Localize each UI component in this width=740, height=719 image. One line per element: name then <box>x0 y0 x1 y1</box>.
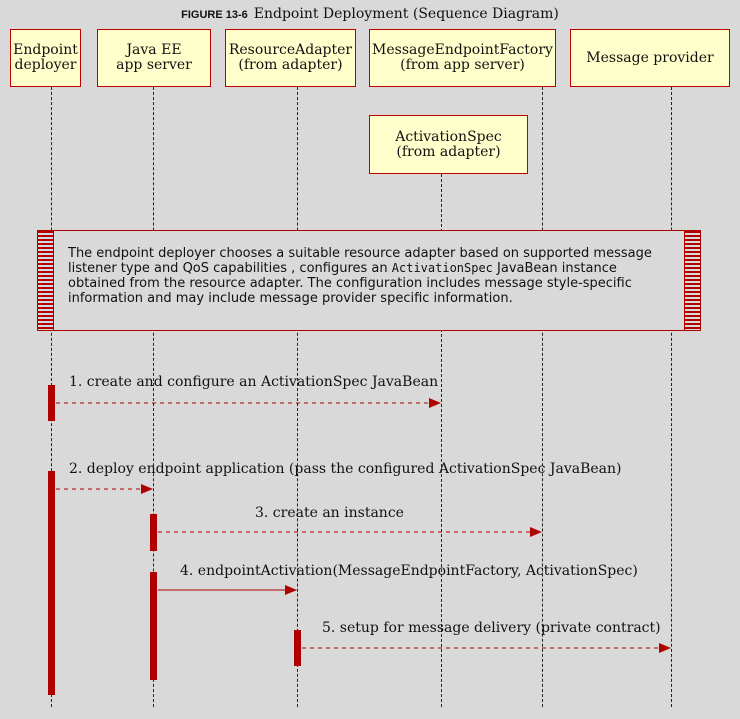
participant-sublabel: app server <box>116 57 192 73</box>
participant-label: Endpoint <box>13 42 78 58</box>
figure-number: FIGURE 13-6 <box>181 9 248 21</box>
participant-label: Message provider <box>586 49 714 66</box>
participant-label: ActivationSpec <box>395 128 502 145</box>
message-3-label: 3. create an instance <box>255 505 404 521</box>
participant-sublabel: deployer <box>14 57 77 73</box>
participant-label: MessageEndpointFactory <box>372 42 553 58</box>
message-5-label: 5. setup for message delivery (private contract) <box>322 620 661 636</box>
participant-sublabel: (from app server) <box>400 57 525 73</box>
participant-sublabel: (from adapter) <box>396 143 501 160</box>
note-text-part: The endpoint deployer chooses a suitable resource adapter based on supported message listener type and QoS capabilities , configures an <box>68 246 652 276</box>
figure-caption: Endpoint Deployment (Sequence Diagram) <box>253 6 559 22</box>
note-text-part: JavaBean instance obtained from the resource adapter. The configuration includes message style-specific information and may include message provider specific information. <box>68 261 632 306</box>
participant-label: ResourceAdapter <box>228 42 353 58</box>
participant-sublabel: (from adapter) <box>238 57 343 73</box>
message-4-label: 4. endpointActivation(MessageEndpointFactory, ActivationSpec) <box>180 563 638 579</box>
note-code: ActivationSpec <box>391 261 493 275</box>
message-1-label: 1. create and configure an ActivationSpec JavaBean <box>69 374 439 390</box>
message-2-label: 2. deploy endpoint application (pass the configured ActivationSpec JavaBean) <box>69 461 622 477</box>
participant-label: Java EE <box>126 42 182 58</box>
